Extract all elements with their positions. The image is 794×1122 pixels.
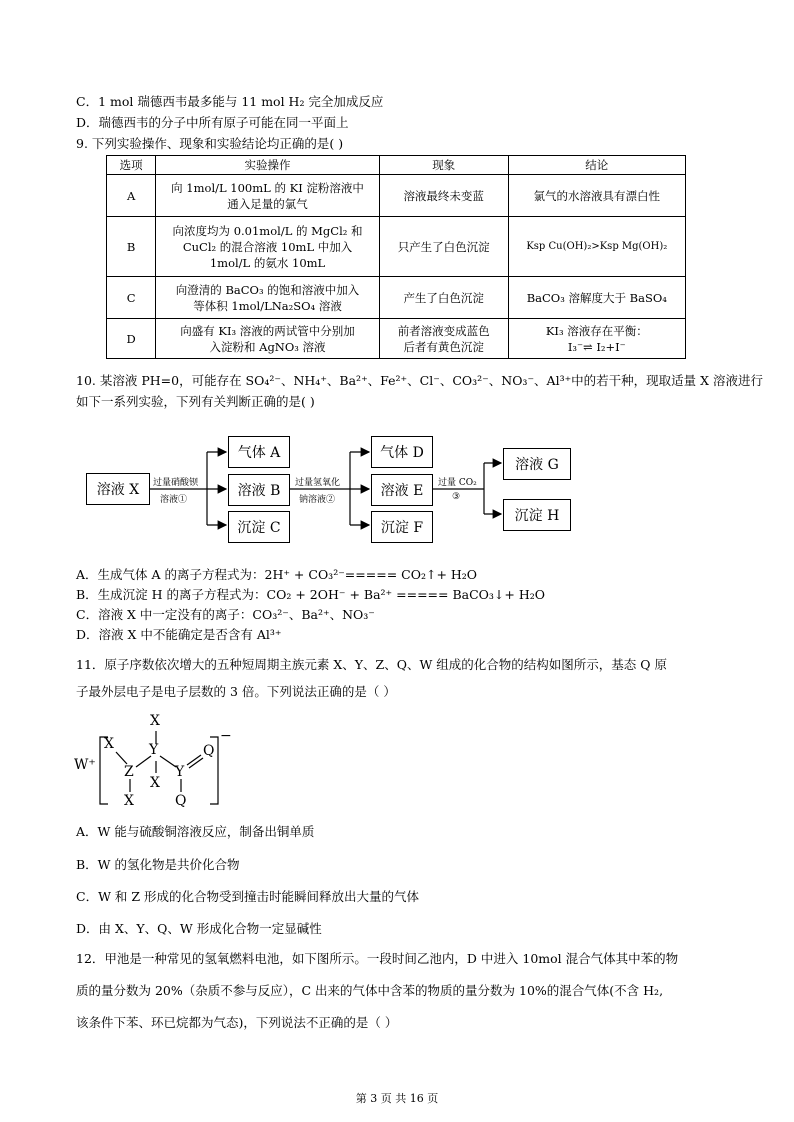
step3-label-top: 过量 CO₂ [438, 478, 477, 488]
header-phenomenon: 现象 [379, 156, 508, 175]
atom-x: X [150, 775, 160, 791]
step3-label-bottom: ③ [452, 492, 461, 502]
cell-line: 溶液最终未变蓝 [403, 188, 484, 203]
q10-option-b: B．生成沉淀 H 的离子方程式为：CO₂ + 2OH⁻ + Ba²⁺ ===== BaCO₃↓+ H₂O [76, 587, 546, 602]
cell-line: 1mol/L 的氨水 10mL [209, 255, 326, 270]
atom-w: W⁺ [74, 757, 96, 773]
atom-y: Y [175, 764, 185, 780]
question-10-line1: 10. 某溶液 PH=0，可能存在 SO₄²⁻、NH₄⁺、Ba²⁺、Fe²⁺、Cl⁻、CO₃²⁻、NO₃⁻、Al³⁺中的若干种，现取适量 X 溶液进行 [76, 373, 764, 388]
box-precipitate-f: 沉淀 F [371, 511, 433, 543]
q10-option-c: C．溶液 X 中一定没有的离子：CO₃²⁻、Ba²⁺、NO₃⁻ [76, 607, 375, 622]
q11-option-a: A．W 能与硫酸铜溶液反应，制备出铜单质 [76, 824, 315, 839]
ion-charge: − [220, 728, 232, 744]
atom-y: Y [149, 742, 159, 758]
header-option: 选项 [107, 156, 156, 175]
box-precipitate-c: 沉淀 C [228, 511, 290, 543]
q10-option-d: D．溶液 X 中不能确定是否含有 Al³⁺ [76, 627, 282, 642]
header-conclusion: 结论 [508, 156, 685, 175]
box-gas-d: 气体 D [371, 436, 433, 468]
cell-option: C [107, 277, 156, 319]
step1-label-bottom: 溶液① [160, 495, 188, 505]
cell-line: BaCO₃ 溶解度大于 BaSO₄ [526, 290, 667, 305]
box-solution-e: 溶液 E [371, 474, 433, 506]
q10-option-a: A．生成气体 A 的离子方程式为：2H⁺ + CO₃²⁻===== CO₂↑+ H₂O [76, 567, 478, 582]
cell-line: 入淀粉和 AgNO₃ 溶液 [209, 339, 326, 354]
question-12-line2: 质的量分数为 20%（杂质不参与反应），C 出来的气体中含苯的物质的量分数为 10%的混合气体(不含 H₂, [76, 983, 664, 998]
cell-line: Ksp Cu(OH)₂>Ksp Mg(OH)₂ [526, 240, 668, 252]
q11-option-d: D．由 X、Y、Q、W 形成化合物一定显碱性 [76, 921, 322, 936]
option-c-text: C．1 mol 瑞德西韦最多能与 11 mol H₂ 完全加成反应 [76, 94, 384, 109]
cell-line: 前者溶液变成蓝色 [397, 323, 490, 338]
q11-option-b: B．W 的氢化物是共价化合物 [76, 857, 240, 872]
double-bond [187, 755, 201, 765]
bond [160, 756, 176, 767]
atom-q: Q [203, 743, 215, 759]
cell-line: 后者有黄色沉淀 [403, 339, 484, 354]
cell-line: KI₃ 溶液存在平衡： [545, 323, 648, 338]
q11-option-c: C．W 和 Z 形成的化合物受到撞击时能瞬间释放出大量的气体 [76, 889, 420, 904]
cell-option: D [107, 319, 156, 359]
cell-line: 只产生了白色沉淀 [397, 239, 490, 254]
bond [116, 752, 127, 764]
option-d-text: D．瑞德西韦的分子中所有原子可能在同一平面上 [76, 115, 349, 130]
cell-line: 产生了白色沉淀 [403, 290, 484, 305]
cell-line: 通入足量的氯气 [227, 196, 308, 211]
step1-label-top: 过量硝酸钡 [153, 478, 199, 488]
cell-line: 向澄清的 BaCO₃ 的饱和溶液中加入 [175, 282, 360, 297]
question-10-line2: 如下一系列实验，下列有关判断正确的是( ) [76, 394, 315, 409]
cell-line: 向浓度均为 0.01mol/L 的 MgCl₂ 和 [172, 223, 363, 238]
cell-line: 向盛有 KI₃ 溶液的两试管中分别加 [180, 323, 355, 338]
atom-x: X [150, 713, 160, 729]
cell-line: 等体积 1mol/LNa₂SO₄ 溶液 [193, 298, 342, 313]
question-12-line3: 该条件下苯、环已烷都为气态)，下列说法不正确的是（ ） [76, 1015, 398, 1030]
atom-x: X [124, 793, 134, 809]
cell-line: CuCl₂ 的混合溶液 10mL 中加入 [182, 239, 353, 254]
step2-label-top: 过量氢氧化 [295, 478, 341, 488]
header-operation: 实验操作 [156, 156, 380, 175]
page-footer: 第 3 页 共 16 页 [355, 1092, 439, 1105]
box-solution-g: 溶液 G [503, 448, 571, 480]
question-12-line1: 12．甲池是一种常见的氢氧燃料电池，如下图所示。一段时间乙池内，D 中进入 10mol 混合气体其中苯的物 [76, 951, 679, 966]
cell-option: A [107, 175, 156, 217]
question-9: 9. 下列实验操作、现象和实验结论均正确的是( ) [76, 136, 344, 151]
atom-z: Z [124, 764, 134, 780]
step2-label-bottom: 钠溶液② [299, 495, 336, 505]
box-solution-b: 溶液 B [228, 474, 290, 506]
box-solution-x: 溶液 X [86, 473, 150, 505]
cell-line: 向 1mol/L 100mL 的 KI 淀粉溶液中 [171, 180, 364, 195]
double-bond [189, 758, 203, 768]
box-gas-a: 气体 A [228, 436, 290, 468]
box-precipitate-h: 沉淀 H [503, 499, 571, 531]
question-11-line1: 11．原子序数依次增大的五种短周期主族元素 X、Y、Z、Q、W 组成的化合物的结构如图所示，基态 Q 原 [76, 657, 667, 672]
cell-line: I₃⁻⇌ I₂+I⁻ [567, 339, 626, 354]
atom-q: Q [175, 793, 187, 809]
cell-option: B [107, 217, 156, 277]
cell-line: 氯气的水溶液具有漂白性 [533, 188, 661, 203]
atom-x: X [104, 736, 114, 752]
question-11-line2: 子最外层电子是电子层数的 3 倍。下列说法正确的是（ ） [76, 684, 396, 699]
